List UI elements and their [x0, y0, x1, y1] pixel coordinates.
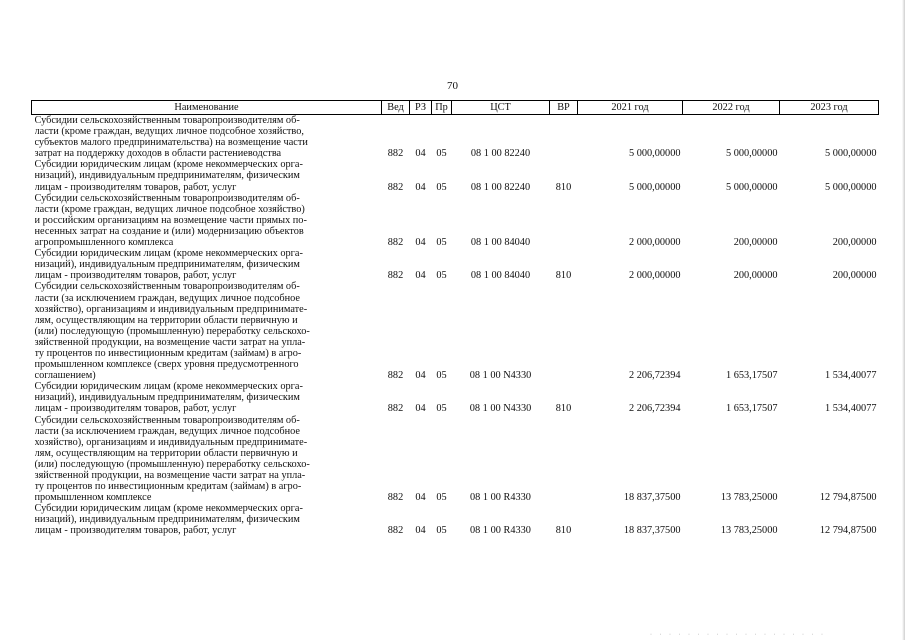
name-line: зяйственной продукции, на возмещение части затрат на упла- [34, 336, 306, 348]
name-line: (или) последующую (промышленную) переработку сельскохо- [34, 458, 310, 470]
name-line: агропромышленного комплекса [34, 237, 174, 249]
cell-pr: 05 [436, 370, 447, 382]
header-pr: Пр [432, 101, 452, 115]
cell-2023: 1 534,40077 [825, 403, 877, 415]
cell-2022: 13 783,25000 [720, 492, 778, 504]
name-line: лицам - производителям товаров, работ, услуг [34, 403, 237, 415]
table-row [32, 115, 879, 160]
cell-pr: 05 [436, 525, 447, 537]
cell-rz: 04 [415, 492, 426, 504]
cell-name [32, 159, 382, 192]
cell-2021: 5 000,00000 [629, 148, 681, 160]
name-line: лицам - производителям товаров, работ, услуг [34, 181, 237, 193]
cell-name [32, 193, 382, 248]
name-line: лям, осуществляющим на территории области первичную и [34, 447, 298, 459]
cell-vr: 810 [555, 181, 572, 193]
cell-2023: 5 000,00000 [825, 181, 877, 193]
header-vr: ВР [550, 101, 578, 115]
cell-name [32, 503, 382, 536]
name-line: лицам - производителям товаров, работ, услуг [34, 270, 237, 282]
cell-vr [550, 193, 578, 248]
name-line: хозяйство), организациям и индивидуальным предпринимате- [34, 436, 308, 448]
cell-cst: 08 1 00 82240 [470, 148, 531, 160]
cell-2023: 200,00000 [832, 270, 877, 282]
name-line: (или) последующую (промышленную) переработку сельскохо- [34, 325, 310, 337]
name-line: ласти (за исключением граждан, ведущих личное подсобное [34, 425, 300, 437]
name-line: ласти (кроме граждан, ведущих личное подсобное хозяйство) [34, 203, 305, 215]
cell-rz: 04 [415, 237, 426, 249]
name-line: и российским организациям на возмещение части прямых по- [34, 214, 307, 226]
table-row [32, 503, 879, 536]
cell-vr [550, 281, 578, 381]
cell-rz: 04 [415, 403, 426, 415]
header-cst: ЦСТ [452, 101, 550, 115]
header-name: Наименование [32, 101, 382, 115]
name-line: Субсидии юридическим лицам (кроме некоммерческих орга- [34, 503, 303, 515]
name-line: Субсидии сельскохозяйственным товаропроизводителям об- [34, 192, 300, 204]
budget-table [31, 100, 879, 537]
cell-2023: 5 000,00000 [825, 148, 877, 160]
name-line: промышленном комплексе [34, 492, 152, 504]
cell-cst: 08 1 00 N4330 [469, 370, 532, 382]
header-ved: Вед [382, 101, 410, 115]
name-line: лицам - производителям товаров, работ, услуг [34, 525, 237, 537]
name-line: затрат на поддержку доходов в области растениеводства [34, 148, 282, 160]
cell-2021: 2 206,72394 [629, 403, 681, 415]
table-row [32, 248, 879, 281]
cell-2023: 200,00000 [832, 237, 877, 249]
name-line: низаций), индивидуальным предпринимателям, физическим [34, 170, 300, 182]
cell-2022: 13 783,25000 [720, 525, 778, 537]
cell-2021: 18 837,37500 [623, 492, 681, 504]
cell-name [32, 415, 382, 504]
page-number: 70 [447, 80, 458, 92]
cell-2021: 2 000,00000 [629, 237, 681, 249]
name-line: низаций), индивидуальным предпринимателям, физическим [34, 514, 300, 526]
cell-ved: 882 [387, 370, 404, 382]
cell-name [32, 381, 382, 414]
name-line: Субсидии сельскохозяйственным товаропроизводителям об- [34, 115, 300, 126]
cell-vr: 810 [555, 403, 572, 415]
name-line: Субсидии сельскохозяйственным товаропроизводителям об- [34, 281, 300, 293]
name-line: ласти (за исключением граждан, ведущих личное подсобное [34, 292, 300, 304]
name-line: субъектов малого предпринимательства) на возмещение части [34, 137, 308, 149]
name-line: Субсидии юридическим лицам (кроме некоммерческих орга- [34, 381, 303, 393]
cell-pr: 05 [436, 148, 447, 160]
cell-ved: 882 [387, 270, 404, 282]
name-line: соглашением) [34, 370, 96, 382]
cell-ved: 882 [387, 237, 404, 249]
name-line: промышленном комплексе (сверх уровня предусмотренного [34, 359, 299, 371]
cell-name [32, 248, 382, 281]
cell-vr: 810 [555, 270, 572, 282]
name-line: низаций), индивидуальным предпринимателям, физическим [34, 259, 300, 271]
cell-ved: 882 [387, 181, 404, 193]
cell-name [32, 115, 382, 160]
cell-pr: 05 [436, 237, 447, 249]
name-line: зяйственной продукции, на возмещение части затрат на упла- [34, 470, 306, 481]
table-row [32, 159, 879, 192]
cell-rz: 04 [415, 148, 426, 160]
cell-cst: 08 1 00 84040 [470, 237, 531, 249]
cell-2023: 1 534,40077 [825, 370, 877, 382]
cell-2022: 1 653,17507 [726, 403, 778, 415]
name-line: хозяйство), организациям и индивидуальным предпринимате- [34, 303, 308, 315]
header-rz: РЗ [410, 101, 432, 115]
table-row [32, 415, 879, 504]
cell-pr: 05 [436, 270, 447, 282]
cell-cst: 08 1 00 R4330 [470, 492, 531, 504]
name-line: ту процентов по инвестиционным кредитам (займам) в агро- [34, 481, 302, 493]
cell-cst: 08 1 00 R4330 [470, 525, 531, 537]
name-line: Субсидии юридическим лицам (кроме некоммерческих орга- [34, 248, 303, 260]
cell-vr [550, 115, 578, 160]
table-row [32, 193, 879, 248]
cell-rz: 04 [415, 370, 426, 382]
cell-rz: 04 [415, 181, 426, 193]
cell-rz: 04 [415, 525, 426, 537]
cell-2022: 1 653,17507 [726, 370, 778, 382]
header-2022: 2022 год [683, 101, 780, 115]
name-line: ласти (кроме граждан, ведущих личное подсобное хозяйство, [34, 126, 304, 138]
cell-vr [550, 415, 578, 504]
header-2023: 2023 год [780, 101, 879, 115]
name-line: Субсидии юридическим лицам (кроме некоммерческих орга- [34, 159, 303, 171]
cell-2021: 2 000,00000 [629, 270, 681, 282]
cell-rz: 04 [415, 270, 426, 282]
cell-2021: 5 000,00000 [629, 181, 681, 193]
name-line: низаций), индивидуальным предпринимателям, физическим [34, 392, 300, 404]
cell-cst: 08 1 00 84040 [470, 270, 531, 282]
cell-name [32, 281, 382, 381]
footer-scan-mark: · · · · · · · · · · · · · · · · · · · [650, 632, 826, 637]
table-row [32, 281, 879, 381]
cell-2022: 200,00000 [733, 237, 778, 249]
header-2021: 2021 год [578, 101, 683, 115]
cell-cst: 08 1 00 82240 [470, 181, 531, 193]
cell-cst: 08 1 00 N4330 [469, 403, 532, 415]
name-line: ту процентов по инвестиционным кредитам (займам) в агро- [34, 347, 302, 359]
name-line: Субсидии сельскохозяйственным товаропроизводителям об- [34, 414, 300, 426]
cell-2022: 5 000,00000 [726, 181, 778, 193]
cell-ved: 882 [387, 148, 404, 160]
cell-2022: 5 000,00000 [726, 148, 778, 160]
cell-2022: 200,00000 [733, 270, 778, 282]
cell-2023: 12 794,87500 [819, 525, 877, 537]
cell-pr: 05 [436, 181, 447, 193]
cell-2021: 18 837,37500 [623, 525, 681, 537]
name-line: несенных затрат на создание и (или) модернизацию объектов [34, 225, 304, 237]
cell-vr: 810 [555, 525, 572, 537]
table-body [32, 115, 879, 537]
cell-pr: 05 [436, 403, 447, 415]
table-header [32, 101, 879, 115]
cell-ved: 882 [387, 525, 404, 537]
table-row [32, 381, 879, 414]
cell-ved: 882 [387, 403, 404, 415]
cell-pr: 05 [436, 492, 447, 504]
name-line: лям, осуществляющим на территории области первичную и [34, 314, 298, 326]
cell-2023: 12 794,87500 [819, 492, 877, 504]
cell-2021: 2 206,72394 [629, 370, 681, 382]
cell-ved: 882 [387, 492, 404, 504]
